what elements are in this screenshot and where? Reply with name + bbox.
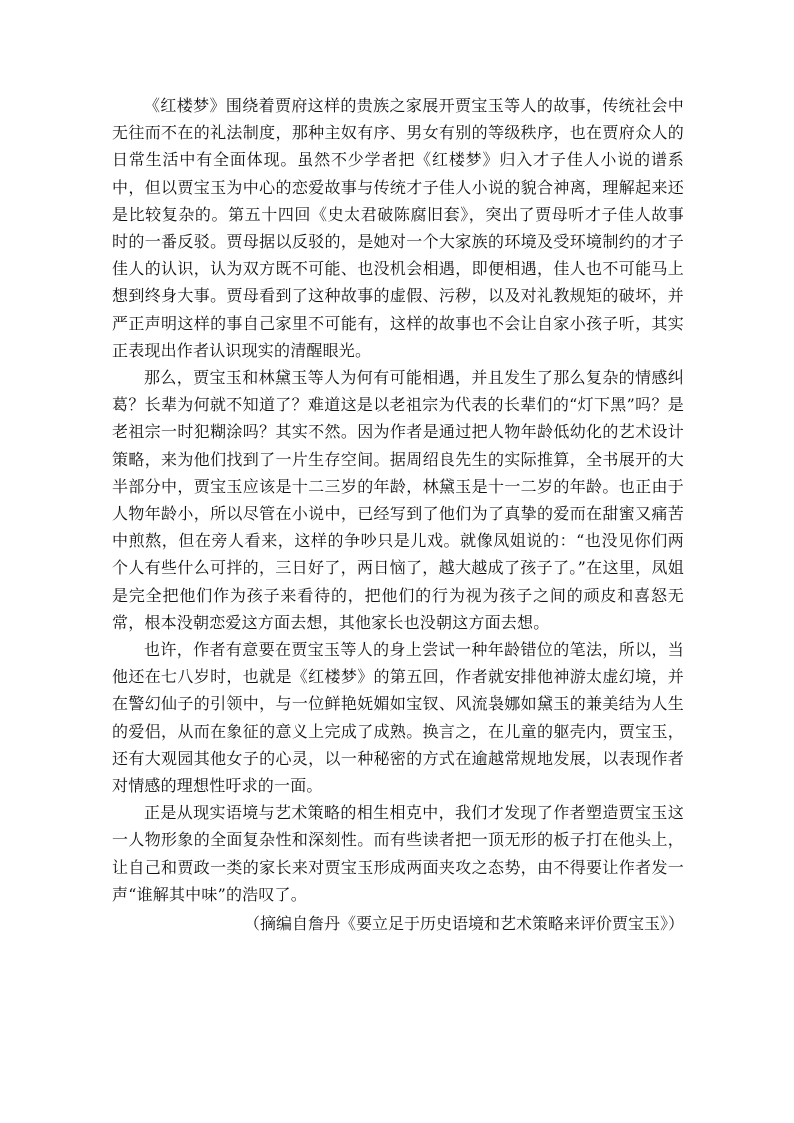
- article-body: [112, 92, 684, 937]
- paragraph-2: 那么，贾宝玉和林黛玉等人为何有可能相遇，并且发生了那么复杂的情感纠葛？长辈为何就不知道了？难道这是以老祖宗为代表的长辈们的“灯下黑”吗？是老祖宗一时犯糊涂吗？其实不然。因为作者是通过把人物年龄低幼化的艺术设计策略，来为他们找到了一片生存空间。据周绍良先生的实际推算，全书展开的大半部分中，贾宝玉应该是十二三岁的年龄，林黛玉是十一二岁的年龄。也正由于人物年龄小，所以尽管在小说中，已经写到了他们为了真挚的爱而在甜蜜又痛苦中煎熬，但在旁人看来，这样的争吵只是儿戏。就像凤姐说的：“也没见你们两个人有些什么可拌的，三日好了，两日恼了，越大越成了孩子了。”在这里，凤姐是完全把他们作为孩子来看待的，把他们的行为视为孩子之间的顽皮和喜怒无常，根本没朝恋爱这方面去想，其他家长也没朝这方面去想。: [112, 368, 684, 632]
- paragraph-1: 《红楼梦》围绕着贾府这样的贵族之家展开贾宝玉等人的故事，传统社会中无往而不在的礼法制度，那种主奴有序、男女有别的等级秩序，也在贾府众人的日常生活中有全面体现。虽然不少学者把《红楼梦》归入才子佳人小说的谱系中，但以贾宝玉为中心的恋爱故事与传统才子佳人小说的貌合神离，理解起来还是比较复杂的。第五十四回《史太君破陈腐旧套》，突出了贾母听才子佳人故事时的一番反驳。贾母据以反驳的，是她对一个大家族的环境及受环境制约的才子佳人的认识，认为双方既不可能、也没机会相遇，即便相遇，佳人也不可能马上想到终身大事。贾母看到了这种故事的虚假、污秽，以及对礼教规矩的破坏，并严正声明这样的事自己家里不可能有，这样的故事也不会让自家小孩子听，其实正表现出作者认识现实的清醒眼光。: [112, 96, 684, 360]
- paragraph-3: 也许，作者有意要在贾宝玉等人的身上尝试一种年龄错位的笔法，所以，当他还在七八岁时，也就是《红楼梦》的第五回，作者就安排他神游太虚幻境，并在警幻仙子的引领中，与一位鲜艳妩媚如宝钗、风流袅娜如黛玉的兼美结为人生的爱侣，从而在象征的意义上完成了成熟。换言之，在儿童的躯壳内，贾宝玉，还有大观园其他女子的心灵，以一种秘密的方式在逾越常规地发展，以表现作者对情感的理想性吁求的一面。: [112, 640, 684, 796]
- paragraph-4: 正是从现实语境与艺术策略的相生相克中，我们才发现了作者塑造贾宝玉这一人物形象的全面复杂性和深刻性。而有些读者把一顶无形的板子打在他头上，让自己和贾政一类的家长来对贾宝玉形成两面夹攻之态势，由不得要让作者发一声“谁解其中味”的浩叹了。: [112, 803, 684, 904]
- source-citation: （摘编自詹丹《要立足于历史语境和艺术策略来评价贾宝玉》）: [243, 914, 684, 934]
